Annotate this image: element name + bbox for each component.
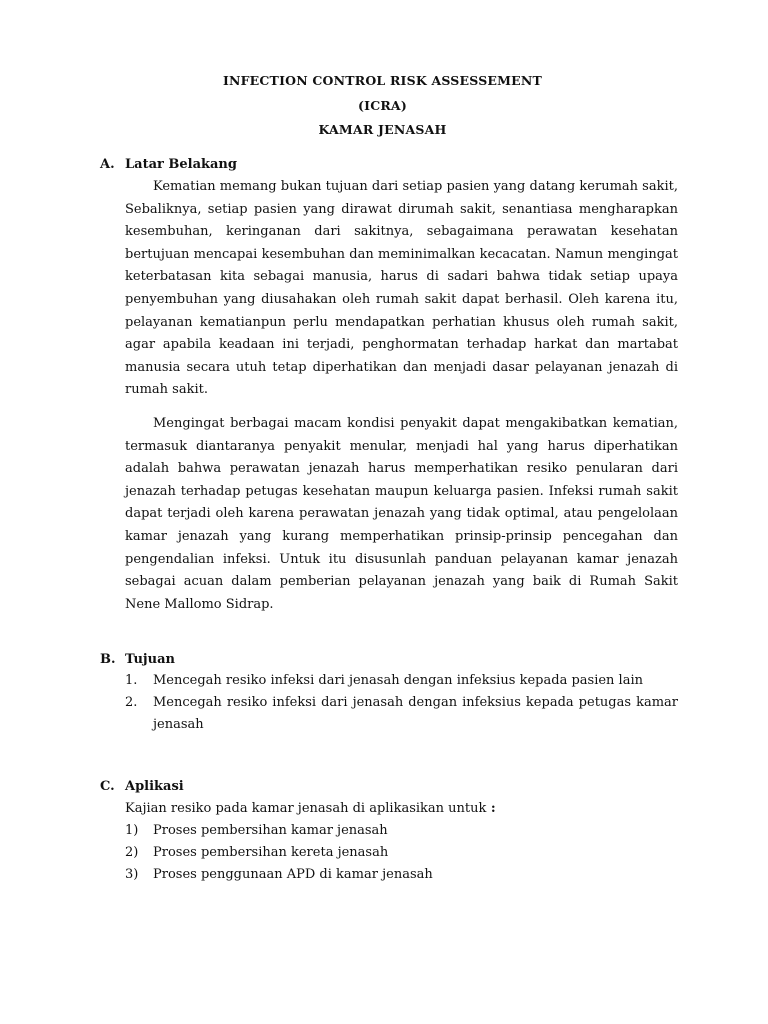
list-item-number: 1): [125, 823, 139, 838]
tujuan-list: [125, 670, 678, 736]
list-item-number: 2.: [125, 695, 138, 710]
list-item: [125, 692, 678, 736]
list-item-number: 2): [125, 845, 139, 860]
list-item-number: 1.: [125, 673, 138, 688]
title-line-3: KAMAR JENASAH: [318, 122, 447, 137]
aplikasi-intro-colon: :: [486, 801, 496, 816]
paragraph-2-text: Mengingat berbagai macam kondisi penyakit dapat mengakibatkan kematian, termasuk diantaranya penyakit menular, menjadi hal yang harus diperhatikan adalah bahwa perawatan jenazah harus memperhatikan resiko penularan dari jenazah terhadap petugas kesehatan maupun keluarga pasien. Infeksi rumah sakit dapat terjadi oleh karena perawatan jenazah yang tidak optimal, atau pengelolaan kamar jenazah yang kurang memperhatikan prinsip-prinsip pencegahan dan pengendalian infeksi. Untuk itu disusunlah panduan pelayanan kamar jenazah sebagai acuan dalam pemberian pelayanan jenazah yang baik di Rumah Sakit Nene Mallomo Sidrap.: [125, 416, 678, 612]
section-a-paragraph-2: [125, 413, 678, 616]
list-item-text: Proses pembersihan kamar jenasah: [153, 823, 388, 838]
section-b-heading: [100, 649, 175, 671]
list-item: [125, 864, 678, 886]
section-c-heading: [100, 776, 184, 798]
list-item-text: Proses pembersihan kereta jenasah: [153, 845, 389, 860]
list-item-text: Proses penggunaan APD di kamar jenasah: [153, 867, 433, 882]
section-c-letter: C.: [100, 779, 115, 794]
title-line-1: INFECTION CONTROL RISK ASSESSEMENT: [222, 73, 543, 88]
aplikasi-intro: [125, 798, 496, 820]
section-a-heading: [100, 154, 237, 176]
section-b-title: Tujuan: [125, 652, 175, 667]
list-item: [125, 670, 678, 692]
section-b-letter: B.: [100, 652, 116, 667]
paragraph-1-text: Kematian memang bukan tujuan dari setiap pasien yang datang kerumah sakit, Sebaliknya, setiap pasien yang dirawat dirumah sakit, senantiasa mengharapkan kesembuhan, keringanan dari sakitnya, sebagaimana perawatan kesehatan bertujuan mencapai kesembuhan dan meminimalkan kecacatan. Namun mengingat keterbatasan kita sebagai manusia, harus di sadari bahwa tidak setiap upaya penyembuhan yang diusahakan oleh rumah sakit dapat berhasil. Oleh karena itu, pelayanan kematianpun perlu mendapatkan perhatian khusus oleh rumah sakit, agar apabila keadaan ini terjadi, penghormatan terhadap harkat dan martabat manusia secara utuh tetap diperhatikan dan menjadi dasar pelayanan jenazah di rumah sakit.: [125, 179, 678, 398]
document-title: [100, 69, 665, 143]
list-item-text: Mencegah resiko infeksi dari jenasah dengan infeksius kepada petugas kamar jenasah: [153, 695, 678, 732]
section-a-title: Latar Belakang: [125, 157, 237, 172]
aplikasi-intro-text: Kajian resiko pada kamar jenasah di aplikasikan untuk: [125, 801, 487, 816]
list-item-number: 3): [125, 867, 139, 882]
list-item-text: Mencegah resiko infeksi dari jenasah dengan infeksius kepada pasien lain: [153, 673, 643, 688]
list-item: [125, 820, 678, 842]
aplikasi-list: [125, 820, 678, 886]
section-a-paragraph-1: [125, 176, 678, 402]
section-a-letter: A.: [100, 157, 115, 172]
section-c-title: Aplikasi: [125, 779, 184, 794]
list-item: [125, 842, 678, 864]
title-line-2: (ICRA): [358, 97, 407, 113]
